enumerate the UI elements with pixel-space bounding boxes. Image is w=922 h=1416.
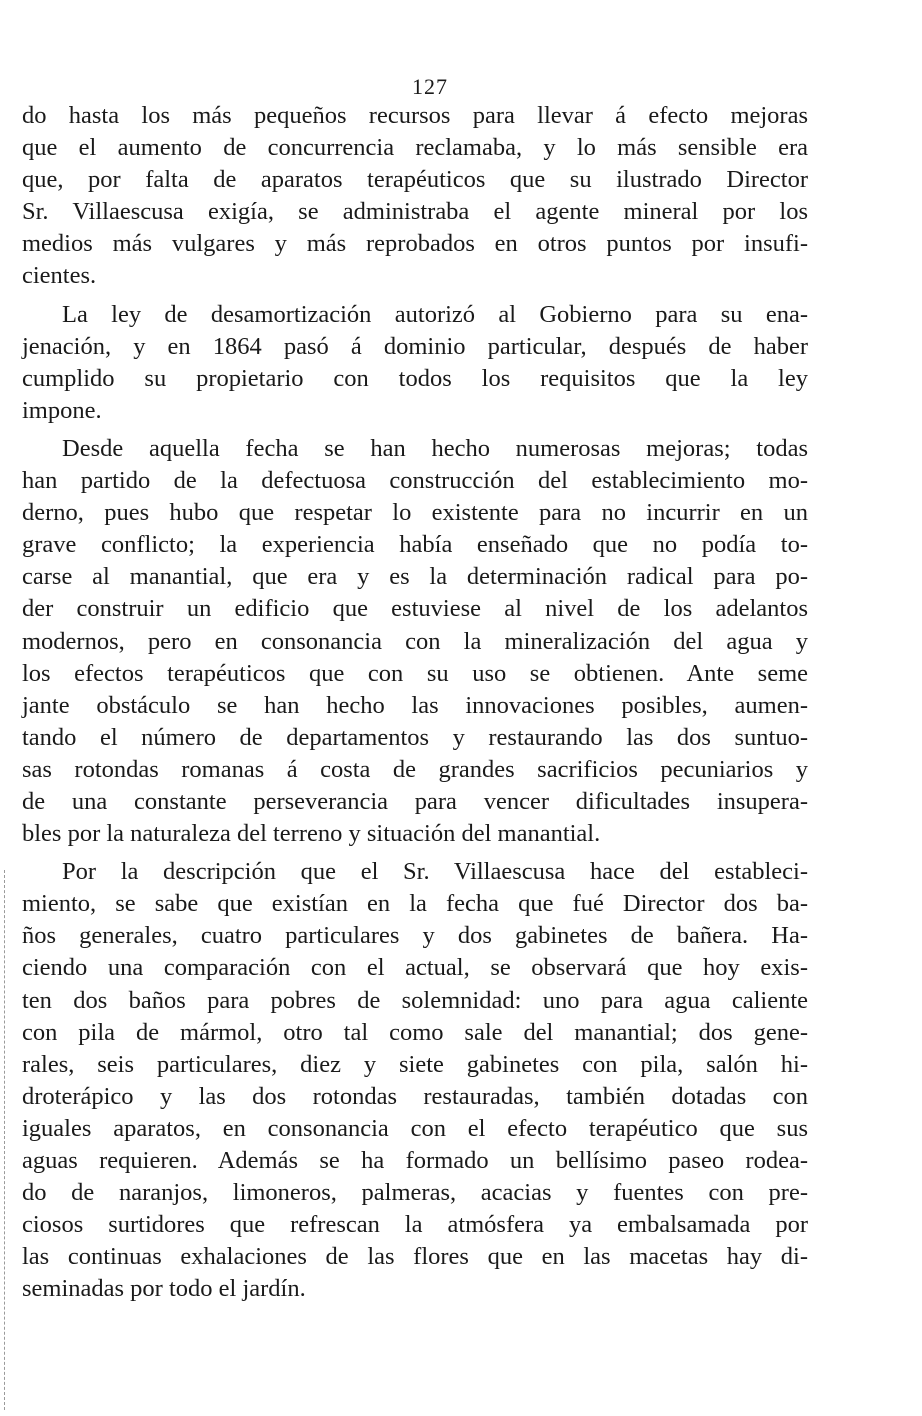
- text-line: aguas requieren. Además se ha formado un bellísimo paseo rodea-: [22, 1147, 808, 1174]
- text-line: con pila de mármol, otro tal como sale del manantial; dos gene-: [22, 1018, 808, 1046]
- text-line: ciosos surtidores que refrescan la atmósfera ya embalsamada por: [22, 1211, 808, 1239]
- margin-rule: [4, 870, 5, 1410]
- text-line: rales, seis particulares, diez y siete gabinetes con pila, salón hi-: [22, 1050, 808, 1078]
- text-line: modernos, pero en consonancia con la mineralización del agua y: [22, 627, 808, 655]
- text-line: sas rotondas romanas á costa de grandes sacrificios pecuniarios y: [22, 755, 808, 783]
- text-line: grave conflicto; la experiencia había enseñado que no podía to-: [22, 531, 808, 559]
- text-line: ten dos baños para pobres de solemnidad: uno para agua caliente: [22, 986, 808, 1014]
- text-line: han partido de la defectuosa construcción del establecimiento mo-: [22, 467, 808, 495]
- text-line: cientes.: [22, 262, 97, 290]
- text-line: La ley de desamortización autorizó al Gobierno para su ena-: [62, 300, 808, 328]
- text-line: jante obstáculo se han hecho las innovaciones posibles, aumen-: [22, 691, 808, 719]
- text-line: los efectos terapéuticos que con su uso se obtienen. Ante seme: [22, 659, 808, 687]
- body-text: [22, 100, 808, 1305]
- text-line: cumplido su propietario con todos los requisitos que la ley: [22, 364, 808, 392]
- text-line: seminadas por todo el jardín.: [22, 1275, 306, 1303]
- text-line: bles por la naturaleza del terreno y situación del manantial.: [22, 820, 601, 848]
- text-line: Por la descripción que el Sr. Villaescusa hace del estableci-: [62, 858, 808, 886]
- text-line: jenación, y en 1864 pasó á dominio particular, después de haber: [22, 332, 808, 360]
- text-line: ciendo una comparación con el actual, se observará que hoy exis-: [22, 954, 808, 982]
- text-line: Desde aquella fecha se han hecho numerosas mejoras; todas: [62, 434, 808, 462]
- paragraph-4: [22, 856, 808, 1305]
- text-line: do hasta los más pequeños recursos para llevar á efecto mejoras: [22, 102, 808, 129]
- paragraph-1: [22, 100, 808, 293]
- text-line: Sr. Villaescusa exigía, se administraba el agente mineral por los: [22, 198, 808, 226]
- text-line: las continuas exhalaciones de las flores que en las macetas hay di-: [22, 1243, 808, 1271]
- text-line: de una constante perseverancia para vencer dificultades insupera-: [22, 787, 808, 815]
- text-line: ños generales, cuatro particulares y dos gabinetes de bañera. Ha-: [22, 922, 808, 950]
- text-line: carse al manantial, que era y es la determinación radical para po-: [22, 563, 808, 591]
- text-line: medios más vulgares y más reprobados en otros puntos por insufi-: [22, 230, 808, 258]
- page-number: 127: [412, 74, 448, 99]
- text-line: tando el número de departamentos y restaurando las dos suntuo-: [22, 723, 808, 751]
- text-line: que el aumento de concurrencia reclamaba, y lo más sensible era: [22, 134, 808, 162]
- text-line: impone.: [22, 396, 102, 424]
- text-line: derno, pues hubo que respetar lo existente para no incurrir en un: [22, 499, 808, 527]
- text-line: iguales aparatos, en consonancia con el efecto terapéutico que sus: [22, 1114, 808, 1142]
- text-line: der construir un edificio que estuviese al nivel de los adelantos: [22, 595, 808, 623]
- paragraph-2: [22, 299, 808, 427]
- text-line: que, por falta de aparatos terapéuticos que su ilustrado Director: [22, 166, 808, 194]
- text-line: droterápico y las dos rotondas restauradas, también dotadas con: [22, 1082, 808, 1110]
- paragraph-3: [22, 433, 808, 850]
- text-line: do de naranjos, limoneros, palmeras, acacias y fuentes con pre-: [22, 1179, 808, 1207]
- text-line: miento, se sabe que existían en la fecha que fué Director dos ba-: [22, 890, 808, 918]
